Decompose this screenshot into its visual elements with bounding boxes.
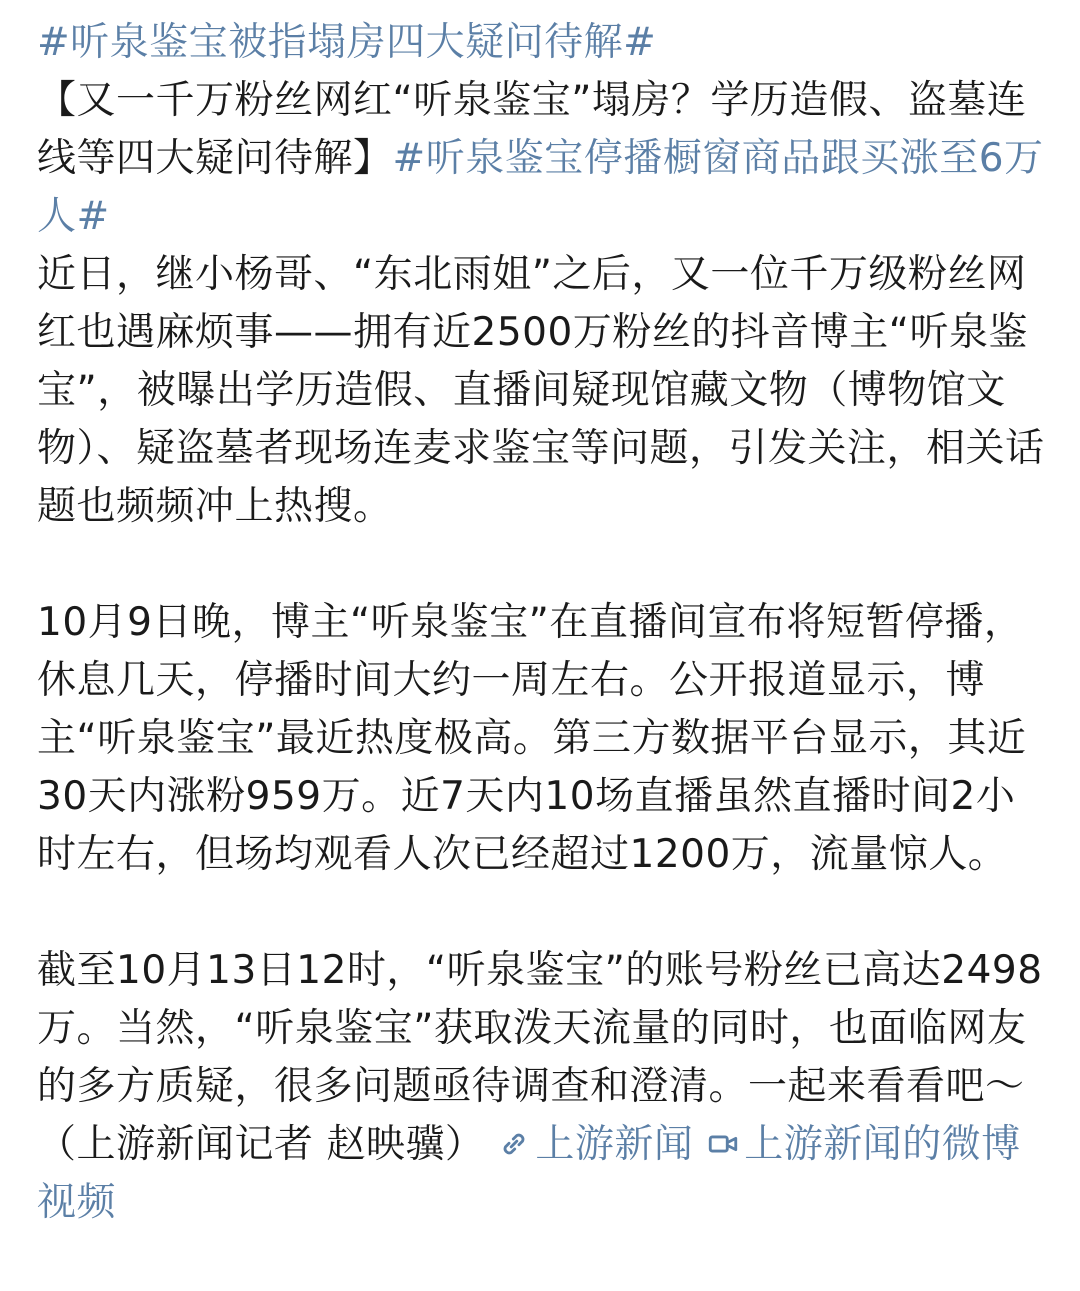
source-link[interactable] [497,1122,706,1167]
paragraph-spacer [37,536,1049,594]
headline-paragraph [37,72,1049,246]
headline-text: 【又一千万粉丝网红“听泉鉴宝”塌房？学历造假、盗墓连线等四大疑问待解】 [37,78,1027,181]
video-link-label: 上游新闻的微博视频 [37,1122,1021,1225]
source-link-label: 上游新闻 [535,1122,694,1167]
paragraph-2: 10月9日晚，博主“听泉鉴宝”在直播间宣布将短暂停播，休息几天，停播时间大约一周左右。公开报道显示，博主“听泉鉴宝”最近热度极高。第三方数据平台显示，其近30天内涨粉959万。近7天内10场直播虽然直播时间2小时左右，但场均观看人次已经超过1200万，流量惊人。 [37,600,1027,877]
headline-topic-hashtag[interactable]: #听泉鉴宝停播橱窗商品跟买涨至6万人# [37,136,1044,239]
title-topic-hashtag[interactable]: #听泉鉴宝被指塌房四大疑问待解# [37,20,657,65]
paragraph-spacer [37,884,1049,942]
title-topic-line [37,14,1049,72]
link-icon [497,1127,531,1161]
weibo-post [37,14,1049,1232]
paragraph-3-text: 截至10月13日12时，“听泉鉴宝”的账号粉丝已高达2498万。当然，“听泉鉴宝”获取泼天流量的同时，也面临网友的多方质疑，很多问题亟待调查和澄清。一起来看看吧～（上游新闻记者 赵映骥） [37,948,1043,1167]
video-camera-icon [706,1127,740,1161]
paragraph-1: 近日，继小杨哥、“东北雨姐”之后，又一位千万级粉丝网红也遇麻烦事——拥有近2500万粉丝的抖音博主“听泉鉴宝”，被曝出学历造假、直播间疑现馆藏文物（博物馆文物）、疑盗墓者现场连麦求鉴宝等问题，引发关注，相关话题也频频冲上热搜。 [37,252,1045,529]
paragraph-3 [37,942,1049,1232]
